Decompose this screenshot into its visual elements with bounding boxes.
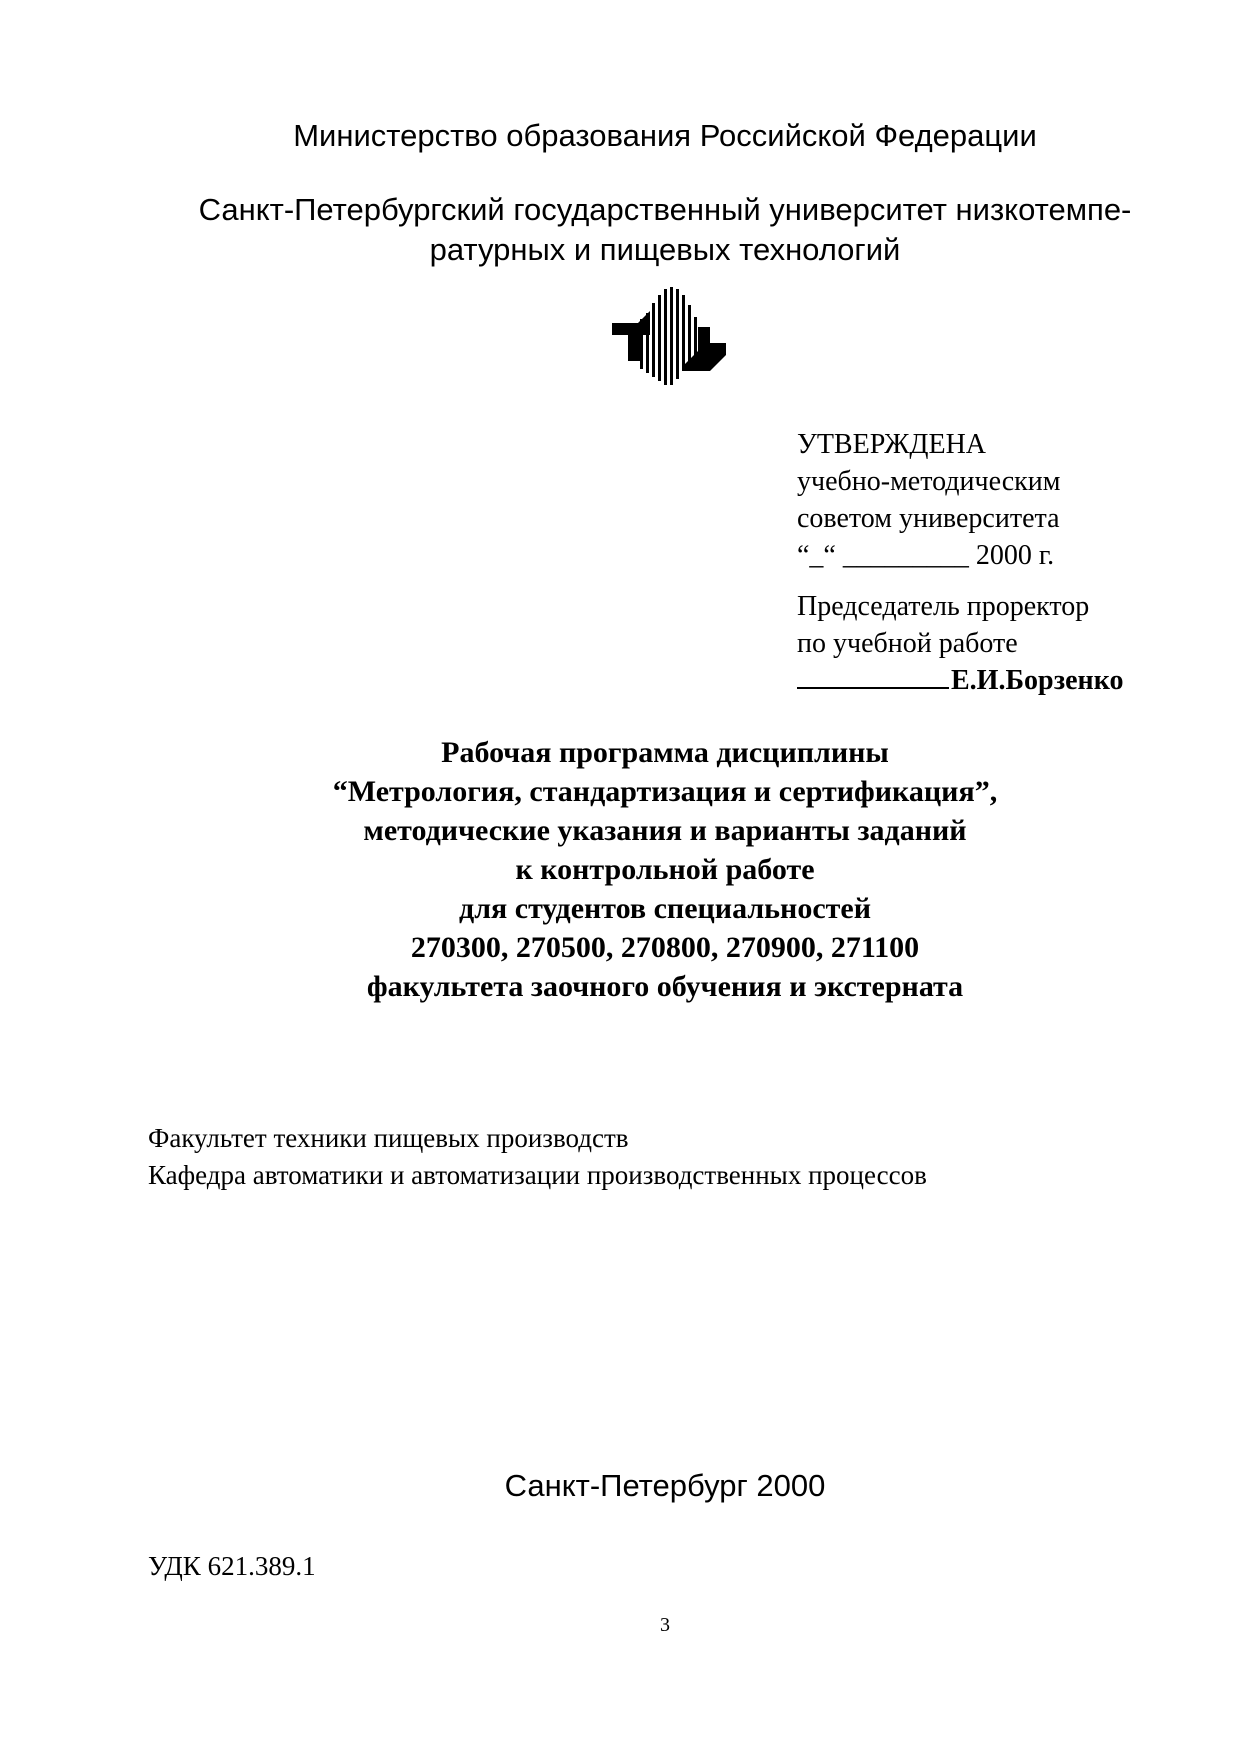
chair-name: Кафедра автоматики и автоматизации производственных процессов <box>148 1160 927 1190</box>
title-line-4: к контрольной работе <box>515 853 815 886</box>
title-line-2: “Метрология, стандартизация и сертификация”, <box>332 775 998 808</box>
chair-line-2: по учебной работе <box>797 628 1018 659</box>
title-line-3: методические указания и варианты заданий <box>363 814 967 847</box>
approval-status: УТВЕРЖДЕНА <box>797 429 987 460</box>
signatory-name: Е.И.Борзенко <box>951 665 1124 696</box>
chair-line-1: Председатель проректор <box>797 591 1090 622</box>
faculty-name: Факультет техники пищевых производств <box>148 1123 629 1153</box>
title-line-6: 270300, 270500, 270800, 270900, 271100 <box>410 931 920 964</box>
document-title <box>0 733 1241 1006</box>
approval-spacer <box>797 574 1123 588</box>
title-line-5: для студентов специальностей <box>459 892 871 925</box>
title-line-7: факультета заочного обучения и экстерната <box>366 970 964 1003</box>
university-emblem-icon <box>610 283 730 393</box>
approval-block <box>797 426 1123 699</box>
title-line-1: Рабочая программа дисциплины <box>441 736 889 769</box>
signature-line <box>797 663 949 689</box>
city-year: Санкт-Петербург 2000 <box>504 1468 826 1503</box>
ministry-heading: Министерство образования Российской Федерации <box>293 118 1037 153</box>
approval-line-1: учебно-методическим <box>797 466 1061 497</box>
university-heading <box>0 190 1241 270</box>
page-number: 3 <box>660 1614 670 1636</box>
university-line-2: ратурных и пищевых технологий <box>429 232 901 267</box>
department-info <box>148 1120 927 1194</box>
university-line-1: Санкт-Петербургский государственный университет низкотемпе- <box>198 192 1132 227</box>
signature-row <box>797 662 1123 699</box>
udk-code: УДК 621.389.1 <box>148 1551 316 1581</box>
approval-date: “_“ _________ 2000 г. <box>797 540 1055 571</box>
approval-line-2: советом университета <box>797 503 1060 534</box>
